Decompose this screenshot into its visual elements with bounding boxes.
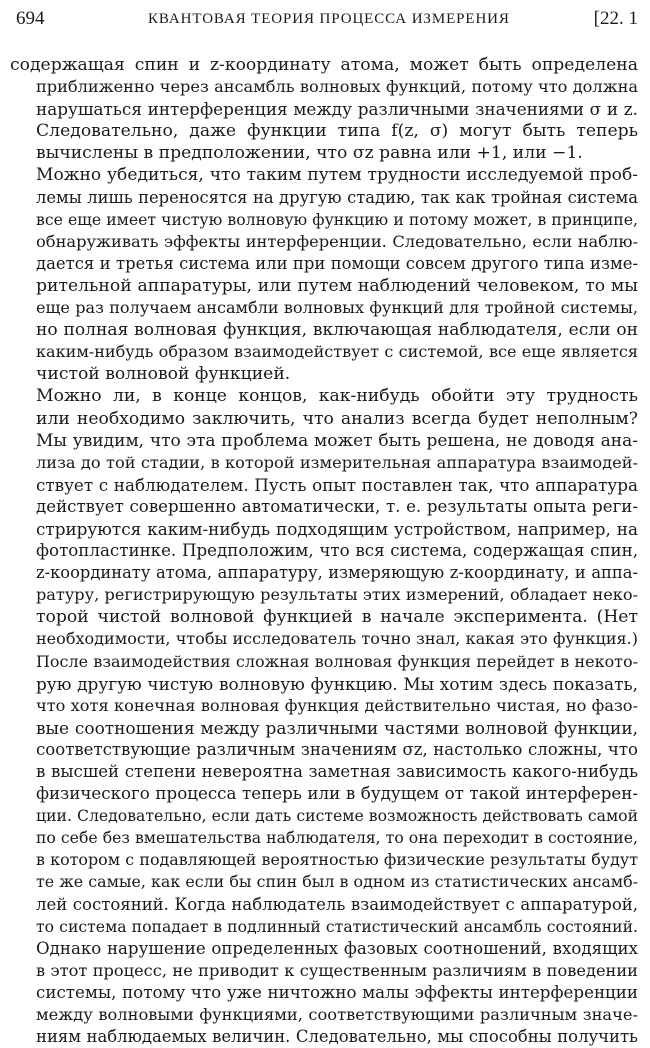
text-line: фотопластинке. Предположим, что вся система, содержащая спин, [36,541,638,561]
text-line: ниям наблюдаемых величин. Следовательно, мы способны получить [36,1027,638,1047]
text-line: те же самые, как если бы спин был в одном из статистических ансамб- [36,872,638,892]
text-line: дается и третья система или при помощи совсем другого типа изме- [36,253,638,273]
text-line: каким-нибудь образом взаимодействует с системой, все еще является [36,342,638,362]
text-line: обнаруживать эффекты интерференции. Следовательно, если наблю- [36,231,638,251]
text-line: рительной аппаратуры, или путем наблюдений человеком, то мы [36,275,638,296]
text-line: лей состояний. Когда наблюдатель взаимодействует с аппаратурой, [36,894,638,914]
text-line: в котором с подавляющей вероятностью физические результаты будут [36,850,638,870]
body-text [10,54,638,1048]
text-line: все еще имеет чистую волновую функцию и потому может, в принципе, [36,209,638,229]
text-line: но полная волновая функция, включающая наблюдателя, если он [36,320,638,341]
text-line: После взаимодействия сложная волновая функция перейдет в некото- [36,651,638,671]
text-line: чистой волновой функцией. [36,364,291,385]
paragraph-continued [10,54,638,164]
text-line: стрируются каким-нибудь подходящим устройством, например, на [36,518,638,539]
text-line: системы, потому что уже ничтожно малы эффекты интерференции [36,982,638,1002]
text-line: Следовательно, даже функции типа f(z, σ) могут быть теперь [36,121,638,142]
running-title: КВАНТОВАЯ ТЕОРИЯ ПРОЦЕССА ИЗМЕРЕНИЯ [148,11,510,27]
text-line: лемы лишь переносятся на другую стадию, так как тройная система [36,187,638,207]
page-number: 694 [16,8,45,29]
text-line: Однако нарушение определенных фазовых соотношений, входящих [36,938,638,958]
text-line: вычислены в предположении, что σz равна или +1, или −1. [36,143,583,164]
text-line: в высшей степени невероятна заметная зависимость какого-нибудь [36,762,638,781]
text-line: необходимости, чтобы исследователь точно знал, какая это функция.) [36,629,638,649]
text-line: Можно ли, в конце концов, как-нибудь обойти эту трудность [36,386,638,407]
text-line: что хотя конечная волновая функция действительно чистая, но фазо- [36,695,638,715]
text-line: в этот процесс, не приводит к существенным различиям в поведении [36,960,638,980]
text-line: ствует с наблюдателем. Пусть опыт поставлен так, что аппаратура [36,474,638,495]
running-header [10,8,638,34]
section-reference: [22. 1 [593,8,638,29]
text-line: ции. Следовательно, если дать системе возможность действовать самой [36,806,638,826]
text-line: действует совершенно автоматически, т. е. результаты опыта реги- [36,496,638,516]
text-line: физического процесса теперь или в будущем от такой интерферен- [36,784,638,804]
text-line: или необходимо заключить, что анализ всегда будет неполным? [36,408,638,429]
text-line: Можно убедиться, что таким путем трудности исследуемой проб- [36,165,638,186]
paragraph [10,164,638,385]
text-line: то система попадает в подлинный статистический ансамбль состояний. [36,916,638,936]
text-line: еще раз получаем ансамбли волновых функций для тройной системы, [36,298,638,318]
book-page [10,8,638,1048]
text-line: между волновыми функциями, соответствующими различным значе- [36,1005,638,1025]
text-line: Мы увидим, что эта проблема может быть решена, не доводя ана- [36,430,638,451]
text-line: ратуру, регистрирующую результаты этих измерений, обладает неко- [36,585,638,605]
text-line: соответствующие различным значениям σz, настолько сложны, что [36,739,638,759]
text-line: приближенно через ансамбль волновых функций, потому что должна [36,77,638,97]
paragraph [10,385,638,1048]
text-line: вые соотношения между различными частями волновой функции, [36,717,638,738]
text-line: нарушаться интерференция между различными значениями σ и z. [36,99,638,120]
text-line: лиза до той стадии, в которой измерительная аппаратура взаимодей- [36,452,638,472]
text-line: содержащая спин и z-координату атома, может быть определена [10,55,638,75]
text-line: z-координату атома, аппаратуру, измеряющую z-координату, и аппа- [36,563,638,583]
text-line: рую другую чистую волновую функцию. Мы хотим здесь показать, [36,673,638,694]
text-line: торой чистой волновой функцией в начале эксперимента. (Нет [36,607,638,628]
text-line: по себе без вмешательства наблюдателя, то она переходит в состояние, [36,828,638,848]
